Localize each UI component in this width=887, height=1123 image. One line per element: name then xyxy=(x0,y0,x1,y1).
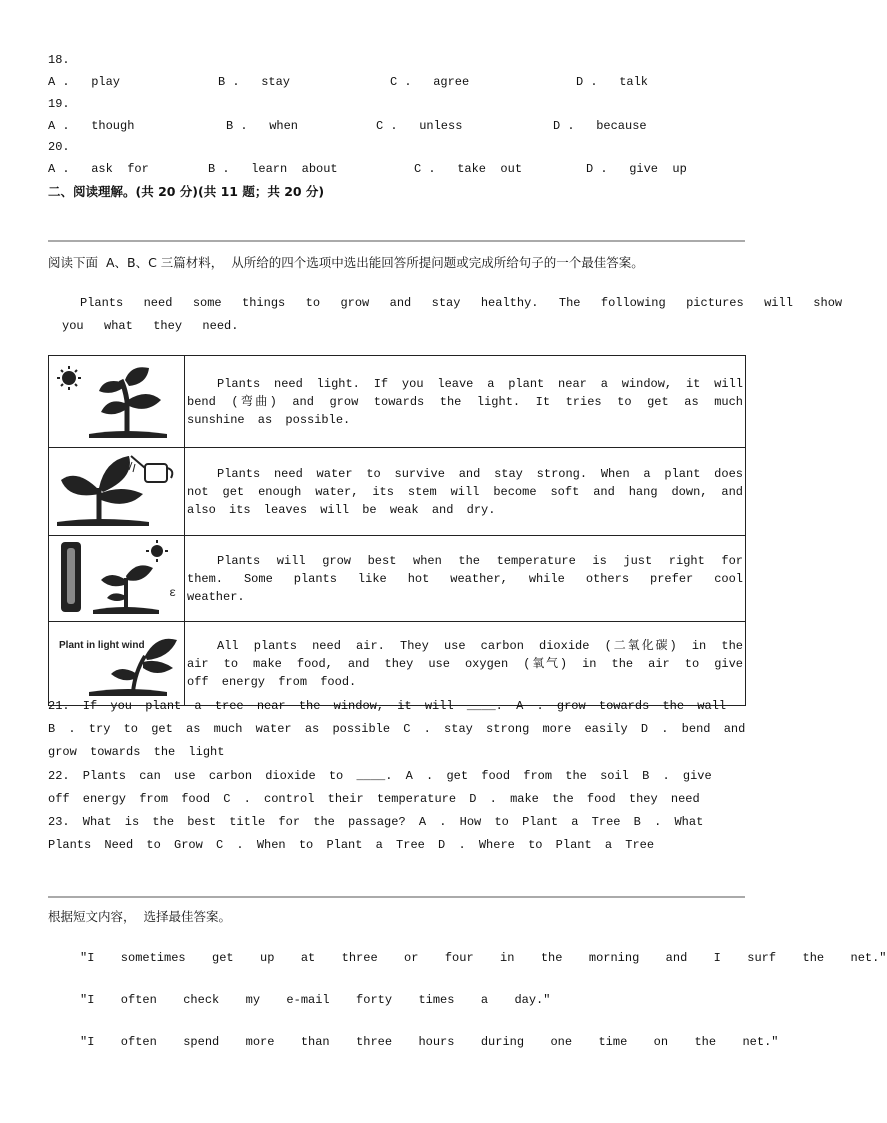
watering-can-and-plant-image xyxy=(49,448,184,531)
section-heading: 二、阅读理解。(共 20 分)(共 11 题；共 20 分) xyxy=(48,184,325,199)
sun-icon xyxy=(146,540,168,562)
reading-instruction: 阅读下面 A、B、C 三篇材料， 从所给的四个选项中选出能回答所提问题或完成所给句子的一个最佳答案。 xyxy=(48,255,644,270)
option-b: B . learn about xyxy=(208,162,338,176)
plant-in-wind-image xyxy=(49,622,184,701)
plant-icon xyxy=(57,456,149,526)
row-image-cell xyxy=(49,622,185,706)
question-23: 23. What is the best title for the passage? A . How to Plant a Tree B . What Plants Need to Grow C . When to Plant a Tree D . Where to Plant a Tree xyxy=(48,815,704,852)
option-d: D . give up xyxy=(586,162,687,176)
divider xyxy=(48,240,745,242)
quote: "I often spend more than three hours during one time on the net." xyxy=(80,1035,779,1049)
table-row xyxy=(49,448,746,536)
question-number: 18. xyxy=(48,53,70,67)
sun-and-plant-image xyxy=(49,356,184,443)
option-a: A . play xyxy=(48,75,121,89)
sun-icon xyxy=(57,366,81,390)
question-number: 19. xyxy=(48,97,70,111)
quote: "I often check my e-mail forty times a day." xyxy=(80,993,551,1007)
option-c: C . take out xyxy=(414,162,523,176)
question-number: 20. xyxy=(48,140,70,154)
option-d: D . because xyxy=(553,119,647,133)
thermometer-and-plant-image xyxy=(49,536,184,617)
row-text: All plants need air. They use carbon dioxide (二氧化碳) in the air to make food, and they use oxygen (氧气) in the air to give off energy from food. xyxy=(185,622,746,706)
row-image-cell xyxy=(49,448,185,536)
option-b: B . when xyxy=(226,119,299,133)
question-22: 22. Plants can use carbon dioxide to ____. A . get food from the soil B . give off energy from food C . control their temperature D . make the food they need xyxy=(48,769,712,806)
table-row xyxy=(49,536,746,622)
thermometer-icon xyxy=(61,542,81,612)
decoration: ɛ xyxy=(169,586,177,600)
intro-line: Plants need some things to grow and stay healthy. The following pictures will show xyxy=(80,296,843,310)
option-d: D . talk xyxy=(576,75,649,89)
table-row xyxy=(49,356,746,448)
question-21: 21. If you plant a tree near the window, it will ____. A . grow towards the wall B . try to get as much water as possible C . stay strong more easily D . bend and grow towards the light xyxy=(48,699,746,759)
intro-line: you what they need. xyxy=(62,319,239,333)
image-label: Plant in light wind xyxy=(59,640,145,651)
divider xyxy=(48,896,745,898)
option-b: B . stay xyxy=(218,75,291,89)
row-image-cell xyxy=(49,356,185,448)
option-a: A . though xyxy=(48,119,135,133)
plant-icon xyxy=(93,565,159,614)
row-text: Plants will grow best when the temperature is just right for them. Some plants like hot weather, while others prefer cool weather. xyxy=(185,536,746,622)
option-c: C . agree xyxy=(390,75,470,89)
row-image-cell xyxy=(49,536,185,622)
row-text: Plants need water to survive and stay strong. When a plant does not get enough water, its stem will become soft and hang down, and also its leaves will be weak and dry. xyxy=(185,448,746,536)
option-c: C . unless xyxy=(376,119,463,133)
row-text: Plants need light. If you leave a plant near a window, it will bend (弯曲) and grow towards the light. It tries to get as much sunshine as possible. xyxy=(185,356,746,448)
plant-needs-table xyxy=(48,355,746,706)
plant-icon xyxy=(89,367,167,438)
watering-can-icon xyxy=(125,456,172,482)
table-row xyxy=(49,622,746,706)
option-a: A . ask for xyxy=(48,162,149,176)
reading-instruction: 根据短文内容， 选择最佳答案。 xyxy=(48,909,231,924)
quote: "I sometimes get up at three or four in the morning and I surf the net." xyxy=(80,951,887,965)
